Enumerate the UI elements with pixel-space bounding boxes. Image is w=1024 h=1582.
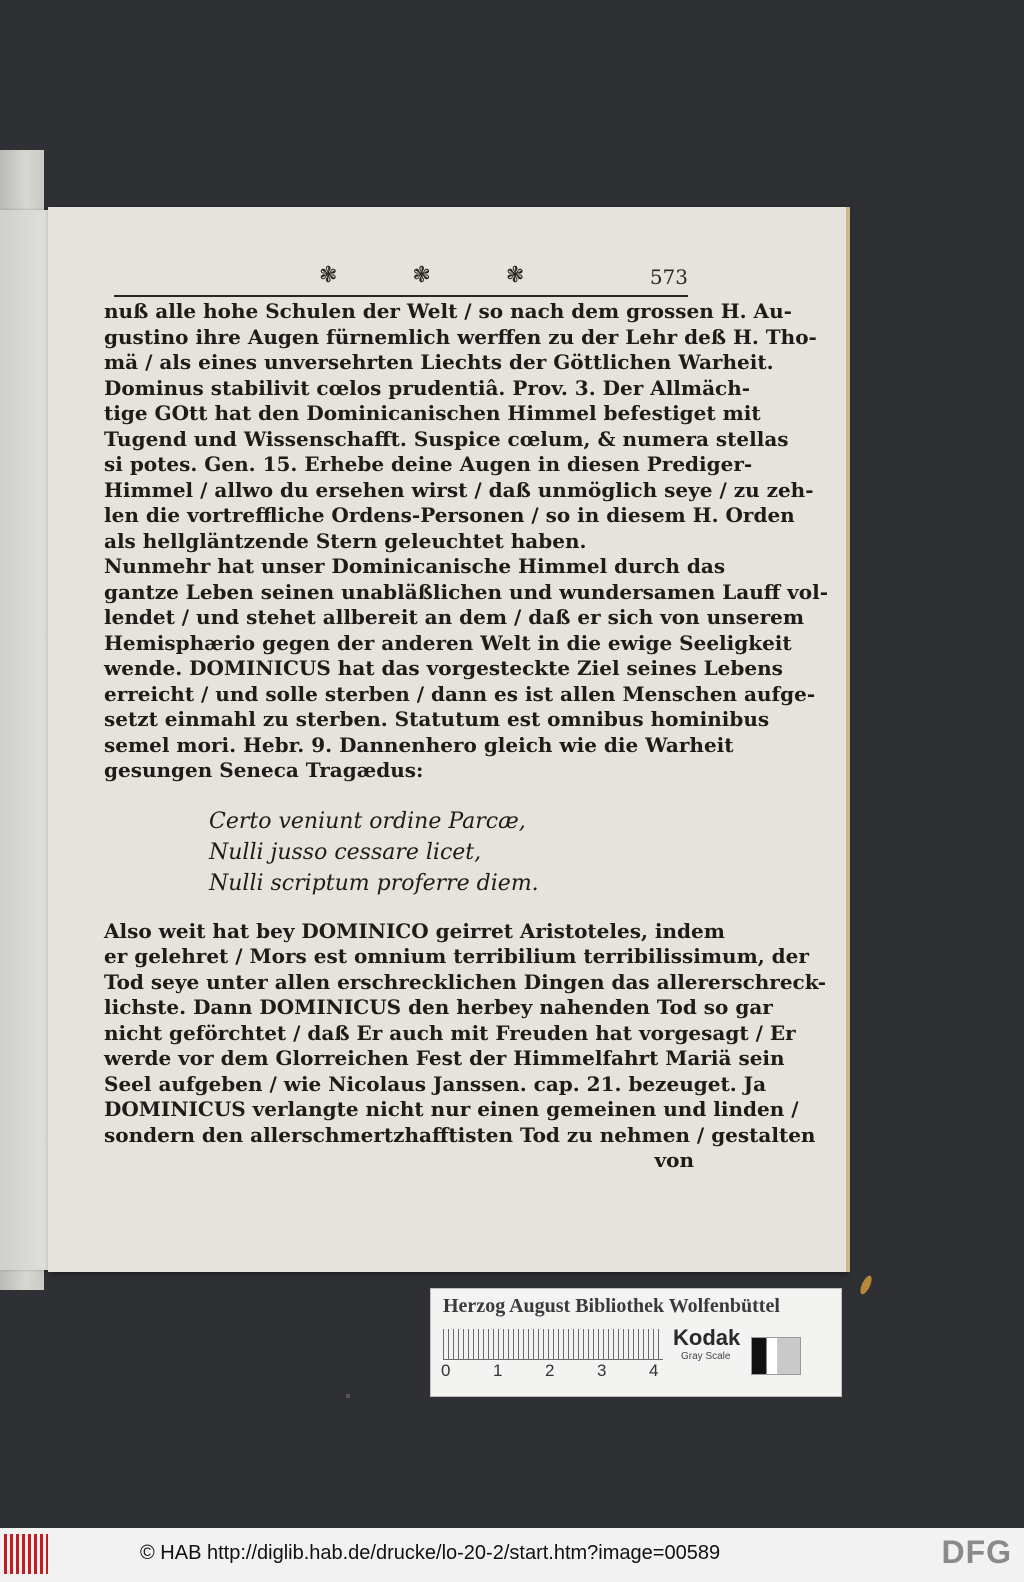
ruler-scale bbox=[443, 1329, 663, 1360]
verse-line-2: Nulli jusso cessare licet, bbox=[209, 839, 482, 865]
text-line-13: lendet / und stehet allbereit an dem / daß er sich von unserem bbox=[104, 605, 805, 629]
hab-logo-icon bbox=[4, 1534, 48, 1574]
page-text bbox=[104, 299, 829, 1172]
ruler-number: 2 bbox=[545, 1361, 555, 1380]
verse-line-3: Nulli scriptum proferre diem. bbox=[209, 870, 539, 896]
text-line-4: Dominus stabilivit cœlos prudentiâ. Prov. 3. Der Allmäch- bbox=[104, 375, 751, 400]
text-line-3: mä / als eines unversehrten Liechts der Göttlichen Warheit. bbox=[104, 350, 774, 374]
text-line-8: Himmel / allwo du ersehen wirst / daß unmöglich seye / zu zeh- bbox=[104, 477, 814, 502]
text-line-b-4: lichste. Dann DOMINICUS den herbey nahenden Tod so gar bbox=[104, 995, 773, 1019]
text-line-2: gustino ihre Augen fürnemlich werffen zu der Lehr deß H. Tho- bbox=[104, 324, 817, 349]
page-number: 573 bbox=[649, 265, 688, 289]
footer-bar bbox=[0, 1528, 1024, 1582]
header-ornaments: ❃ ❃ ❃ bbox=[319, 263, 559, 288]
text-line-1: nuß alle hohe Schulen der Welt / so nach dem grossen H. Au- bbox=[104, 299, 792, 323]
page-edge bbox=[846, 207, 850, 1272]
text-line-14: Hemisphærio gegen der anderen Welt in die ewige Seeligkeit bbox=[104, 630, 792, 655]
paragraph-block-2 bbox=[104, 918, 827, 1149]
text-line-b-1: Also weit hat bey DOMINICO geirret Aristoteles, indem bbox=[104, 918, 725, 943]
text-line-b-2: er gelehret / Mors est omnium terribilium terribilissimum, der bbox=[104, 944, 809, 968]
text-line-5: tige GOtt hat den Dominicanischen Himmel befestiget mit bbox=[104, 401, 761, 425]
text-line-b-9: sondern den allerschmertzhafftisten Tod zu nehmen / gestalten bbox=[104, 1122, 816, 1147]
text-line-11: Nunmehr hat unser Dominicanische Himmel durch das bbox=[104, 554, 726, 578]
text-line-b-3: Tod seye unter allen erschrecklichen Dingen das allererschreck- bbox=[104, 969, 827, 994]
verse-line-1: Certo veniunt ordine Parcæ, bbox=[209, 808, 526, 834]
text-line-7: si potes. Gen. 15. Erhebe deine Augen in diesen Prediger- bbox=[104, 452, 753, 476]
library-scale-label bbox=[430, 1288, 842, 1397]
dfg-logo: DFG bbox=[941, 1534, 1012, 1570]
text-line-17: setzt einmahl zu sterben. Statutum est omnibus hominibus bbox=[104, 707, 770, 731]
library-name: Herzog August Bibliothek Wolfenbüttel bbox=[443, 1295, 780, 1317]
ruler-number: 1 bbox=[493, 1361, 503, 1380]
text-line-19: gesungen Seneca Tragædus: bbox=[104, 758, 424, 782]
text-line-b-5: nicht geförchtet / daß Er auch mit Freuden hat vorgesagt / Er bbox=[104, 1020, 796, 1045]
text-line-b-8: DOMINICUS verlangte nicht nur einen gemeinen und linden / bbox=[104, 1097, 799, 1121]
source-url[interactable]: © HAB http://diglib.hab.de/drucke/lo-20-2/start.htm?image=00589 bbox=[140, 1542, 721, 1564]
text-line-15: wende. DOMINICUS hat das vorgesteckte Ziel seines Lebens bbox=[104, 656, 783, 680]
paper-stain bbox=[858, 1274, 874, 1296]
text-line-b-6: werde vor dem Glorreichen Fest der Himmelfahrt Mariä sein bbox=[104, 1046, 785, 1070]
text-line-18: semel mori. Hebr. 9. Dannenhero gleich wie die Warheit bbox=[104, 732, 734, 757]
page-header bbox=[114, 263, 688, 293]
ruler-numbers bbox=[441, 1361, 671, 1381]
gray-scale-caption: Gray Scale bbox=[681, 1351, 731, 1362]
text-line-b-7: Seel aufgeben / wie Nicolaus Janssen. cap. 21. bezeuget. Ja bbox=[104, 1071, 767, 1096]
paragraph-block-1 bbox=[104, 299, 829, 784]
kodak-logo: Kodak bbox=[673, 1325, 741, 1350]
paper-mark bbox=[346, 1394, 350, 1398]
ruler-number: 4 bbox=[649, 1361, 659, 1380]
gray-scale-swatch bbox=[751, 1337, 801, 1375]
book-page bbox=[48, 207, 846, 1272]
book-spine-edge bbox=[0, 210, 50, 1270]
text-line-10: als hellgläntzende Stern geleuchtet haben. bbox=[104, 528, 587, 553]
ruler-number: 3 bbox=[597, 1361, 607, 1380]
verse-block bbox=[209, 806, 694, 899]
text-line-16: erreicht / und solle sterben / dann es ist allen Menschen aufge- bbox=[104, 681, 816, 706]
text-line-9: len die vortreffliche Ordens-Personen / so in diesem H. Orden bbox=[104, 503, 795, 527]
catchword: von bbox=[654, 1148, 694, 1172]
text-line-6: Tugend und Wissenschafft. Suspice cœlum, & numera stellas bbox=[104, 426, 789, 451]
text-line-12: gantze Leben seinen unabläßlichen und wundersamen Lauff vol- bbox=[104, 579, 829, 604]
ruler-number: 0 bbox=[441, 1361, 451, 1380]
header-rule bbox=[114, 295, 688, 297]
